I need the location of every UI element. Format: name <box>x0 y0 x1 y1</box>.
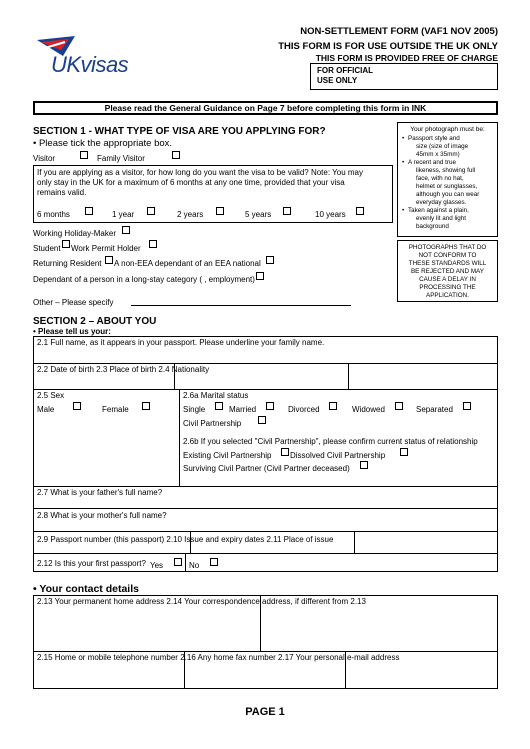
birth-nationality-label: 2.2 Date of birth 2.3 Place of birth 2.4 Nationality <box>37 365 210 374</box>
single-label: Single <box>183 405 206 414</box>
yes-label: Yes <box>150 561 164 570</box>
eea-dependant-label: A non-EEA dependant of an EEA national <box>114 259 261 268</box>
photo-requirement-text: size (size of image <box>416 143 469 150</box>
guidance-banner-text: Please read the General Guidance on Page 7 before completing this form in INK <box>104 103 427 113</box>
duration-6-months-checkbox[interactable] <box>85 207 93 215</box>
photo-requirement-text: everyday glasses. <box>416 199 467 206</box>
dissolved-cp-label: Dissolved Civil Partnership <box>290 451 386 460</box>
surviving-cp-label: Surviving Civil Partner (Civil Partner deceased) <box>183 464 350 473</box>
guidance-banner <box>33 101 498 115</box>
mothers-name-field[interactable] <box>34 509 497 531</box>
male-checkbox[interactable] <box>73 402 81 410</box>
ukvisas-logo <box>35 34 135 84</box>
logo-text: UKvisas <box>51 52 129 77</box>
eea-dependant-checkbox[interactable] <box>266 256 274 264</box>
photo-requirement-line <box>402 183 495 191</box>
photo-requirement-line <box>402 215 495 223</box>
email-field[interactable] <box>346 652 497 688</box>
issue-expiry-field[interactable] <box>191 532 354 553</box>
returning-resident-checkbox[interactable] <box>105 256 113 264</box>
photo-requirement-line <box>402 199 495 207</box>
female-label: Female <box>102 405 129 414</box>
fathers-name-label: 2.7 What is your father's full name? <box>37 488 163 497</box>
official-use-box <box>310 63 498 90</box>
other-specify-label: Other – Please specify <box>33 298 114 307</box>
telephone-fax-email-label: 2.15 Home or mobile telephone number 2.16 Any home fax number 2.17 Your personal e-mail address <box>37 653 400 662</box>
marital-status-label: 2.6a Marital status <box>183 391 249 400</box>
dependant-longstay-label: Dependant of a person in a long-stay category ( , employment) <box>33 275 255 284</box>
civil-partnership-status-label: 2.6b If you selected "Civil Partnership", please confirm current status of relationship <box>183 437 478 446</box>
married-label: Married <box>229 405 257 414</box>
other-specify-field[interactable] <box>131 305 351 306</box>
civil-partnership-label: Civil Partnership <box>183 419 242 428</box>
duration-10-years-checkbox[interactable] <box>356 207 364 215</box>
civil-partnership-checkbox[interactable] <box>258 416 266 424</box>
place-of-issue-field[interactable] <box>355 532 497 553</box>
photo-requirement-line <box>402 167 495 175</box>
bullet: • <box>402 159 405 166</box>
section2-title: SECTION 2 – ABOUT YOU <box>33 316 157 327</box>
section1-instruction: • Please tick the appropriate box. <box>33 138 173 149</box>
visitor-label: Visitor <box>33 154 56 163</box>
page-number: PAGE 1 <box>245 706 285 718</box>
contact-details-table <box>33 595 498 689</box>
nationality-field[interactable] <box>349 364 497 389</box>
work-permit-label: Work Permit Holder <box>71 244 141 253</box>
photo-warning-line: APPLICATION. <box>426 292 469 299</box>
photo-warning-line: BE REJECTED AND MAY <box>410 268 484 275</box>
single-checkbox[interactable] <box>215 402 223 410</box>
photo-requirement-line <box>402 151 495 159</box>
family-visitor-label: Family Visitor <box>97 154 145 163</box>
section1-title: SECTION 1 - WHAT TYPE OF VISA ARE YOU APPLYING FOR? <box>33 126 326 137</box>
photo-requirement-text: 45mm x 35mm) <box>416 151 460 158</box>
photo-requirements-box <box>397 122 498 237</box>
male-label: Male <box>37 405 55 414</box>
returning-resident-label: Returning Resident <box>33 259 102 268</box>
photo-warning-line: CAUSE A DELAY IN <box>419 276 476 283</box>
visitor-note-line-1: If you are applying as a visitor, for how long do you want the visa to be valid? Note: You may <box>37 168 363 177</box>
photo-requirement-text: helmet or sunglasses, <box>416 183 478 190</box>
contact-details-title: • Your contact details <box>33 583 139 595</box>
bullet: • <box>402 135 405 142</box>
no-label: No <box>189 561 200 570</box>
photo-warning-line: THESE STANDARDS WILL <box>408 260 487 267</box>
married-checkbox[interactable] <box>266 402 274 410</box>
telephone-field[interactable] <box>34 652 184 688</box>
duration-5-years-label: 5 years <box>245 210 272 219</box>
student-checkbox[interactable] <box>62 240 70 248</box>
photo-requirement-text: Taken against a plain, <box>408 207 469 214</box>
existing-cp-checkbox[interactable] <box>281 448 289 456</box>
duration-1-year-label: 1 year <box>112 210 135 219</box>
student-label: Student <box>33 244 61 253</box>
photo-requirement-text: face, with no hat, <box>416 175 464 182</box>
photo-requirement-line <box>402 175 495 183</box>
address-label: 2.13 Your permanent home address 2.14 Your correspondence address, if different from 2.13 <box>37 597 366 606</box>
passport-details-label: 2.9 Passport number (this passport) 2.10 Issue and expiry dates 2.11 Place of issue <box>37 535 334 544</box>
place-of-birth-field[interactable] <box>175 364 348 389</box>
visitor-checkbox[interactable] <box>80 151 88 159</box>
bullet: • <box>402 207 405 214</box>
photo-requirement-line <box>402 143 495 151</box>
form-title: NON-SETTLEMENT FORM (VAF1 NOV 2005) <box>300 26 498 37</box>
sex-label: 2.5 Sex <box>37 391 65 400</box>
passport-number-field[interactable] <box>34 532 190 553</box>
visitor-note-line-3: remains valid. <box>37 188 87 197</box>
working-holiday-label: Working Holiday-Maker <box>33 229 116 238</box>
about-you-table <box>33 336 498 572</box>
photo-requirement-line <box>402 159 495 167</box>
female-checkbox[interactable] <box>142 402 150 410</box>
duration-6-months-label: 6 months <box>37 210 70 219</box>
widowed-checkbox[interactable] <box>395 402 403 410</box>
photo-requirement-text: although you can wear <box>416 191 480 198</box>
photo-warning-line: NOT CONFORM TO <box>418 252 477 259</box>
section2-instruction: • Please tell us your: <box>33 327 111 336</box>
family-visitor-checkbox[interactable] <box>172 151 180 159</box>
full-name-field[interactable] <box>34 337 497 363</box>
widowed-label: Widowed <box>352 405 385 414</box>
permanent-address-field[interactable] <box>34 596 260 651</box>
photo-requirement-line <box>402 207 495 215</box>
visitor-note-line-2: only stay in the UK for a maximum of 6 months at any one time, provided that your visa <box>37 178 345 187</box>
duration-1-year-checkbox[interactable] <box>147 207 155 215</box>
photo-warning-line: PHOTOGRAPHS THAT DO <box>408 244 487 251</box>
first-passport-label: 2.12 Is this your first passport? <box>37 559 146 568</box>
surviving-cp-checkbox[interactable] <box>360 461 368 469</box>
dependant-longstay-checkbox[interactable] <box>256 272 264 280</box>
dissolved-cp-checkbox[interactable] <box>400 448 408 456</box>
official-use-label-2: USE ONLY <box>317 76 358 85</box>
photo-requirement-text: background <box>416 223 449 230</box>
fathers-name-field[interactable] <box>34 487 497 508</box>
duration-5-years-checkbox[interactable] <box>283 207 291 215</box>
existing-cp-label: Existing Civil Partnership <box>183 451 272 460</box>
duration-10-years-label: 10 years <box>315 210 346 219</box>
photo-requirement-line <box>402 191 495 199</box>
date-of-birth-field[interactable] <box>34 364 174 389</box>
divorced-checkbox[interactable] <box>329 402 337 410</box>
photo-requirement-line <box>402 135 495 143</box>
first-passport-no-checkbox[interactable] <box>210 558 218 566</box>
fax-field[interactable] <box>185 652 345 688</box>
photo-requirement-line <box>402 223 495 231</box>
visitor-duration-box <box>33 165 393 223</box>
photo-warning-line: PROCESSING THE <box>419 284 476 291</box>
photo-box-title: Your photograph must be: <box>410 126 485 133</box>
first-passport-yes-checkbox[interactable] <box>174 558 182 566</box>
photo-requirement-text: A recent and true <box>408 159 456 166</box>
form-usage-note: THIS FORM IS FOR USE OUTSIDE THE UK ONLY <box>278 41 498 52</box>
duration-2-years-label: 2 years <box>177 210 204 219</box>
working-holiday-checkbox[interactable] <box>122 226 130 234</box>
correspondence-address-field[interactable] <box>261 596 497 651</box>
divorced-label: Divorced <box>288 405 320 414</box>
separated-checkbox[interactable] <box>463 402 471 410</box>
photo-requirement-text: evenly lit and light <box>416 215 467 222</box>
separated-label: Separated <box>416 405 453 414</box>
full-name-label: 2.1 Full name, as it appears in your passport. Please underline your family name. <box>37 338 325 347</box>
official-use-label: FOR OFFICIAL <box>317 66 373 75</box>
duration-2-years-checkbox[interactable] <box>216 207 224 215</box>
form-free-note: THIS FORM IS PROVIDED FREE OF CHARGE <box>315 53 498 63</box>
mothers-name-label: 2.8 What is your mother's full name? <box>37 511 167 520</box>
work-permit-checkbox[interactable] <box>149 240 157 248</box>
photo-requirement-text: Passport style and <box>408 135 460 142</box>
photo-requirement-text: likeness, showing full <box>416 167 476 174</box>
photo-warning-box <box>397 240 498 302</box>
